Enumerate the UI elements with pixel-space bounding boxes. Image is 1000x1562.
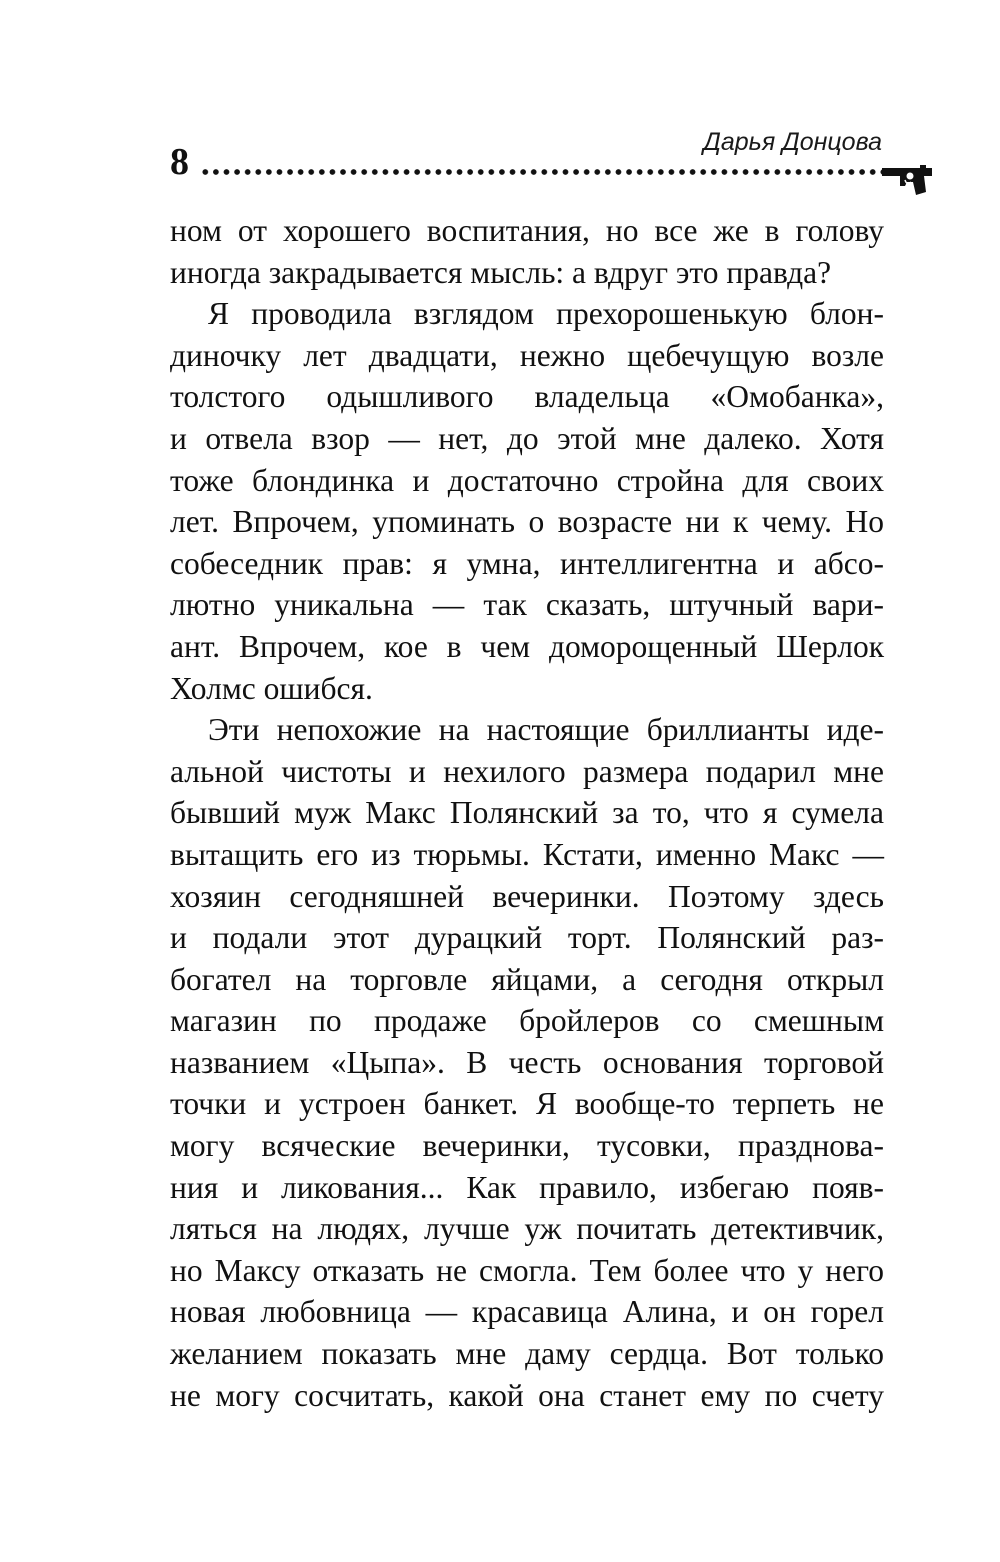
- text-line: и подали этот дурацкий торт. Полянский раз-: [170, 920, 884, 956]
- text-line: лютно уникальна — так сказать, штучный вари-: [170, 587, 884, 623]
- text-line: точки и устроен банкет. Я вообще-то терпеть не: [170, 1086, 884, 1122]
- text-line: могу всяческие вечеринки, тусовки, празднова-: [170, 1128, 884, 1164]
- text-line: но Максу отказать не смогла. Тем более что у него: [170, 1252, 884, 1288]
- text-line: альной чистоты и нехилого размера подарил мне: [170, 753, 884, 789]
- text-line: ном от хорошего воспитания, но все же в голову: [170, 213, 884, 248]
- text-line: ант. Впрочем, кое в чем доморощенный Шерлок: [170, 628, 884, 664]
- text-line: тоже блондинка и достаточно стройна для своих: [170, 462, 884, 498]
- text-line: лет. Впрочем, упоминать о возрасте ни к чему. Но: [170, 504, 884, 540]
- text-line: хозяин сегодняшней вечеринки. Поэтому здесь: [170, 878, 884, 914]
- text-line: и отвела взор — нет, до этой мне далеко. Хотя: [170, 420, 884, 456]
- text-line: Эти непохожие на настоящие бриллианты иде-: [208, 712, 884, 748]
- running-header: [0, 0, 1000, 210]
- text-line: не могу сосчитать, какой она станет ему по счету: [170, 1377, 884, 1413]
- text-line: Холмс ошибся.: [170, 670, 373, 706]
- revolver-icon: [880, 158, 938, 198]
- text-line: богател на торговле яйцами, а сегодня открыл: [170, 961, 884, 997]
- text-line: ния и ликования... Как правило, избегаю появ-: [170, 1169, 884, 1205]
- text-line: собеседник прав: я умна, интеллигентна и абсо-: [170, 545, 884, 581]
- text-line: диночку лет двадцати, нежно щебечущую возле: [170, 337, 884, 373]
- text-line: названием «Цыпа». В честь основания торговой: [170, 1044, 884, 1080]
- text-line: магазин по продаже бройлеров со смешным: [170, 1003, 884, 1039]
- text-line: вытащить его из тюрьмы. Кстати, именно Макс —: [170, 836, 884, 872]
- text-line: Я проводила взглядом прехорошенькую блон-: [208, 296, 884, 332]
- running-head-author: Дарья Донцова: [703, 128, 882, 156]
- text-line: новая любовница — красавица Алина, и он горел: [170, 1294, 884, 1330]
- page-body-text: [170, 210, 884, 1416]
- text-line: ляться на людях, лучше уж почитать детективчик,: [170, 1211, 884, 1247]
- dotted-rule: [200, 168, 890, 176]
- text-line: иногда закрадывается мысль: а вдруг это правда?: [170, 254, 832, 290]
- page-number: 8: [170, 141, 189, 183]
- text-line: желанием показать мне даму сердца. Вот только: [170, 1336, 884, 1372]
- text-line: толстого одышливого владельца «Омобанка»,: [170, 379, 884, 415]
- text-line: бывший муж Макс Полянский за то, что я сумела: [170, 795, 884, 831]
